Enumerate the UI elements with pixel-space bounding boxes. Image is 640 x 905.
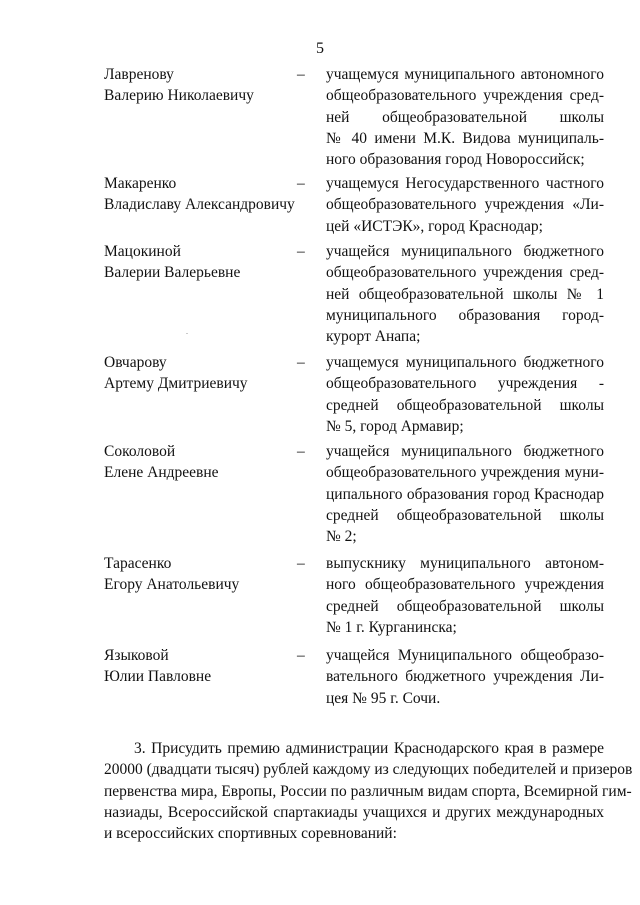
given-name: Елене Андреевне (104, 464, 219, 481)
dash: – (297, 443, 305, 460)
entry-matsokina (104, 241, 604, 361)
surname: Соколовой (104, 443, 176, 460)
entry-description (326, 553, 604, 638)
paragraph-line: назиады, Всероссийской спартакиады учащихся и других международных (104, 803, 604, 821)
desc-line: муниципального образования город- (326, 306, 604, 324)
desc-line: цей «ИСТЭК», город Краснодар; (326, 217, 543, 235)
surname: Лавренову (104, 66, 174, 83)
paragraph-line: 20000 (двадцати тысяч) рублей каждому из следующих победителей и призеров (104, 761, 633, 779)
dash: – (297, 647, 305, 664)
desc-line: № 40 имени М.К. Видова муниципаль- (326, 129, 604, 147)
entry-sokolova (104, 441, 604, 561)
desc-line: учащемуся Негосударственного частного (326, 175, 604, 192)
desc-line: ципального образования город Краснодар (326, 485, 604, 503)
desc-line: № 5, город Армавир; (326, 417, 464, 435)
surname: Мацокиной (104, 243, 181, 260)
desc-line: учащейся муниципального бюджетного (326, 443, 604, 460)
entry-name (104, 173, 294, 215)
dash: – (297, 66, 305, 83)
given-name: Валерии Валерьевне (104, 264, 241, 281)
entry-description (326, 645, 604, 709)
entry-description (326, 241, 604, 347)
desc-line: № 2; (326, 528, 357, 546)
given-name: Артему Дмитриевичу (104, 375, 248, 392)
desc-line: общеобразовательного учреждения муни- (326, 464, 604, 482)
desc-line: общеобразовательного учреждения - (326, 375, 604, 393)
scan-speck: . (186, 327, 188, 336)
desc-line: общеобразовательного учреждения сред- (326, 87, 604, 105)
entry-name (104, 553, 294, 595)
surname: Овчарову (104, 354, 167, 371)
desc-line: учащемуся муниципального бюджетного (326, 354, 604, 371)
desc-line: учащейся муниципального бюджетного (326, 243, 604, 260)
dash: – (297, 243, 305, 260)
entry-description (326, 173, 604, 237)
entry-name (104, 352, 294, 394)
surname: Тарасенко (104, 555, 172, 572)
paragraph-3 (104, 738, 633, 844)
entry-name (104, 64, 294, 106)
desc-line: средней общеобразовательной школы (326, 506, 604, 524)
dash: – (297, 354, 305, 371)
entry-name (104, 241, 294, 283)
given-name: Валерию Николаевичу (104, 87, 254, 104)
page-number: 5 (316, 40, 324, 57)
desc-line: ней общеобразовательной школы (326, 108, 604, 126)
paragraph-line: первенства мира, Европы, России по различным видам спорта, Всемирной гим- (104, 782, 632, 800)
desc-line: средней общеобразовательной школы (326, 597, 604, 615)
desc-line: общеобразовательного учреждения «Ли- (326, 196, 604, 214)
given-name: Владиславу Александровичу (104, 196, 295, 213)
desc-line: выпускнику муниципального автоном- (326, 555, 604, 572)
desc-line: ного образования город Новороссийск; (326, 151, 585, 169)
entry-description (326, 441, 604, 547)
desc-line: № 1 г. Курганинска; (326, 618, 457, 636)
paragraph-line: и всероссийских спортивных соревнований: (104, 825, 397, 843)
surname: Языковой (104, 647, 169, 664)
entry-description (326, 64, 604, 170)
entry-description (326, 352, 604, 437)
desc-line: учащейся Муниципального общеобразо- (326, 647, 604, 664)
desc-line: вательного бюджетного учреждения Ли- (326, 668, 604, 686)
entry-name (104, 645, 294, 687)
entry-lavrenov (104, 64, 604, 184)
dash: – (297, 555, 305, 572)
paragraph-line: 3. Присудить премию администрации Краснодарского края в размере (134, 740, 604, 757)
desc-line: ней общеобразовательной школы № 1 (326, 285, 604, 303)
given-name: Юлии Павловне (104, 668, 212, 685)
desc-line: средней общеобразовательной школы (326, 396, 604, 414)
given-name: Егору Анатольевичу (104, 576, 240, 593)
surname: Макаренко (104, 175, 177, 192)
desc-line: учащемуся муниципального автономного (326, 66, 604, 83)
desc-line: курорт Анапа; (326, 328, 421, 346)
dash: – (297, 175, 305, 192)
entry-name (104, 441, 294, 483)
desc-line: ного общеобразовательного учреждения (326, 576, 604, 594)
desc-line: цея № 95 г. Сочи. (326, 689, 441, 707)
desc-line: общеобразовательного учреждения сред- (326, 264, 604, 282)
